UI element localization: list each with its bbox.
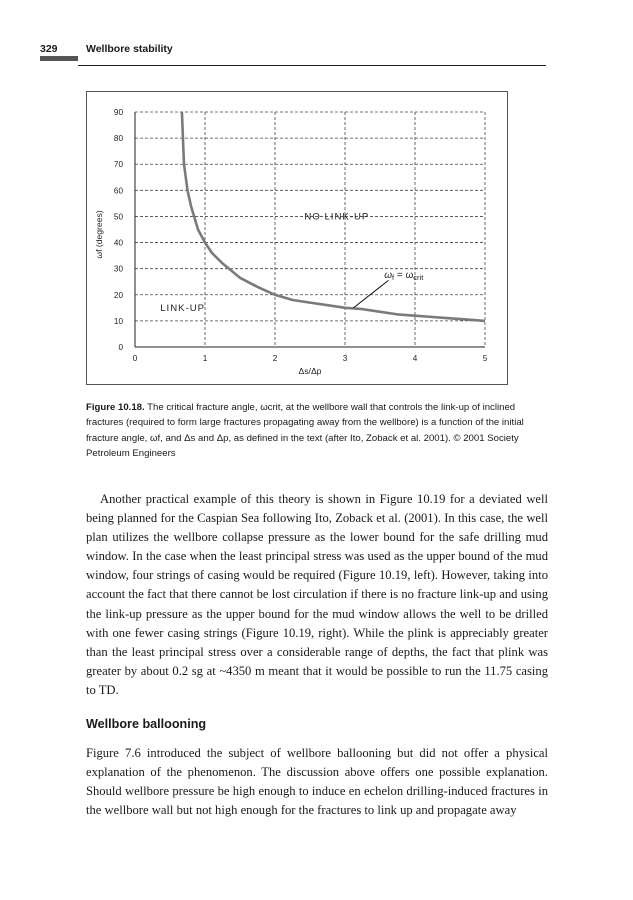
curve-label-leader <box>353 280 388 307</box>
y-tick-label-30: 30 <box>113 264 123 274</box>
critical-fracture-angle-chart <box>87 92 507 384</box>
curve-label-sub-crit: crit <box>413 272 424 282</box>
region-label-link-up: LINK-UP <box>160 302 206 314</box>
y-axis-label: ωf (degrees) <box>94 210 104 259</box>
body-paragraph-2: Figure 7.6 introduced the subject of wellbore ballooning but did not offer a physical explanation of the phenomenon. The discussion above offers one possible explanation. Should wellbore pressure be high enough to induce en echelon drilling-induced fractures in the wellbore wall but not high enough for the fractures to link up and propagate away <box>86 746 548 818</box>
caption-label: Figure 10.18. <box>86 402 145 413</box>
running-title: Wellbore stability <box>86 43 173 55</box>
curve-label-omega: ω <box>384 269 392 281</box>
body-paragraph-1: Another practical example of this theory is shown in Figure 10.19 for a deviated well being planned for the Caspian Sea following Ito, Zoback et al. (2001). In this case, the well plan utilizes the wellbore collapse pressure as the lower bound for the safe drilling mud window. In the case when the least principal stress was used as the upper bound of the mud window, four strings of casing would be required (Figure 10.19, left). However, taking into account the fact that there cannot be lost circulation if there is no fracture link-up and using the link-up pressure as the upper bound for the mud window allows the well to be drilled with one fewer casing strings (Figure 10.19, right). While the plink is appreciably greater than the least principal stress over a considerable range of depths, the fact that plink was greater by about 0.2 sg at ~4350 m meant that it would be possible to run the 11.75 casing to TD. <box>86 492 548 697</box>
x-tick-label-5: 5 <box>482 354 488 363</box>
y-tick-label-20: 20 <box>113 290 123 300</box>
section-heading: Wellbore ballooning <box>86 717 207 731</box>
page-header <box>40 41 546 63</box>
x-tick-label-3: 3 <box>342 354 348 363</box>
x-tick-label-4: 4 <box>412 354 418 363</box>
x-axis-label: Δs/Δp <box>298 366 322 376</box>
y-tick-label-40: 40 <box>113 238 123 248</box>
header-rule-thick <box>40 56 78 61</box>
curve-label-sub-f: f <box>391 272 395 282</box>
region-label-no-link-up: NO LINK-UP <box>304 211 370 223</box>
y-tick-label-90: 90 <box>113 108 123 117</box>
x-tick-label-0: 0 <box>132 354 138 363</box>
y-tick-label-80: 80 <box>113 134 123 144</box>
x-tick-label-1: 1 <box>202 354 208 363</box>
figure-caption <box>86 400 548 461</box>
figure-10-18 <box>86 91 508 385</box>
page-number: 329 <box>40 43 58 55</box>
curve-label-equals: = ω <box>394 269 414 281</box>
y-tick-label-60: 60 <box>113 186 123 196</box>
y-tick-label-70: 70 <box>113 160 123 170</box>
y-tick-label-50: 50 <box>113 212 123 222</box>
x-tick-label-2: 2 <box>272 354 278 363</box>
header-rule-thin <box>78 65 546 66</box>
y-tick-label-0: 0 <box>118 343 123 352</box>
curve-label <box>384 270 424 282</box>
y-tick-label-10: 10 <box>113 316 123 326</box>
caption-text: The critical fracture angle, ωcrit, at the wellbore wall that controls the link-up of inclined fractures (required to form large fractures propagating away from the wellbore) is a function of the initial fracture angle, ωf, and Δs and Δp, as defined in the text (after Ito, Zoback et al. 2001). © 2001 Society Petroleum Engineers <box>86 402 524 459</box>
